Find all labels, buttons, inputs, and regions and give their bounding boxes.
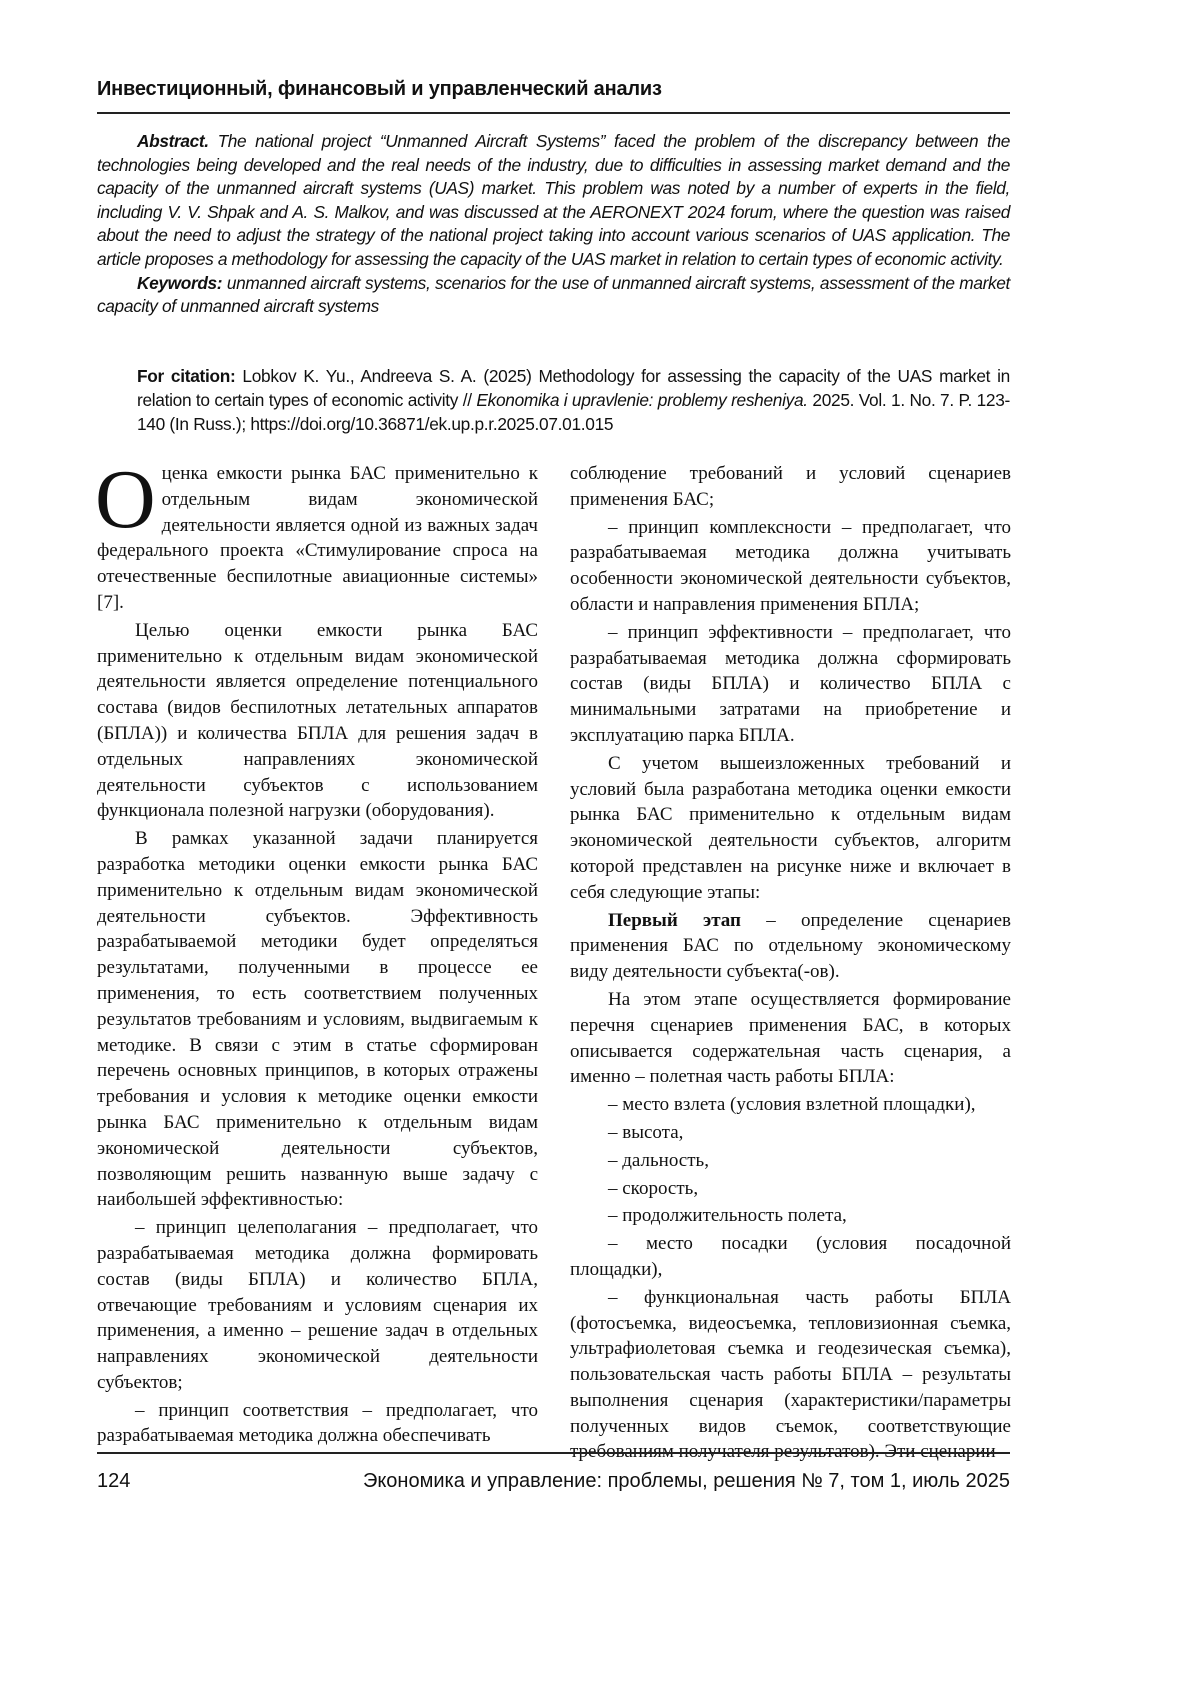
list-item: – место посадки (условия посадочной площадки),	[570, 1231, 1011, 1283]
paragraph: Первый этап – определение сценариев применения БАС по отдельному экономическому виду деятельности субъекта(-ов).	[570, 908, 1011, 985]
keywords-label: Keywords:	[137, 273, 222, 293]
section-title: Инвестиционный, финансовый и управленческий анализ	[97, 78, 1010, 101]
paragraph: – принцип целеполагания – предполагает, что разрабатываемая методика должна формировать состав (виды БПЛА) и количество БПЛА, отвечающие требованиям и условиям сценария их применения, а именно – решение задач в отдельных направлениях экономической деятельности субъектов;	[97, 1215, 538, 1396]
header-rule	[97, 112, 1010, 114]
page-footer	[97, 1470, 1010, 1493]
list-item: – продолжительность полета,	[570, 1203, 1011, 1229]
abstract-block	[97, 130, 1010, 319]
abstract-paragraph: Abstract. The national project “Unmanned Aircraft Systems” faced the problem of the discrepancy between the technologies being developed and the real needs of the industry, due to difficulties in assessing market demand and the capacity of the unmanned aircraft systems (UAS) market. This problem was noted by a number of experts in the field, including V. V. Shpak and A. S. Malkov, and was discussed at the AERONEXT 2024 forum, where the question was raised about the need to adjust the strategy of the national project taking into account various scenarios of UAS application. The article proposes a methodology for assessing the capacity of the UAS market in relation to certain types of economic activity.	[97, 130, 1010, 272]
intro-paragraph: О ценка емкости рынка БАС применительно к отдельным видам экономической деятельности является одной из важных задач федерального проекта «Стимулирование спроса на отечественные беспилотные авиационные системы» [7].	[97, 461, 538, 616]
paragraph: На этом этапе осуществляется формирование перечня сценариев применения БАС, в которых описывается содержательная часть сценария, а именно – полетная часть работы БПЛА:	[570, 987, 1011, 1090]
paragraph: – принцип эффективности – предполагает, что разрабатываемая методика должна сформировать состав (виды БПЛА) и количество БПЛА с минимальными затратами на приобретение и эксплуатацию парка БПЛА.	[570, 620, 1011, 749]
stage-label: Первый этап	[608, 910, 741, 931]
page-number: 124	[97, 1470, 130, 1493]
footer-rule	[97, 1452, 1010, 1454]
right-column	[570, 461, 1011, 1467]
paragraph: Целью оценки емкости рынка БАС применительно к отдельным видам экономической деятельности является определение потенциального состава (видов беспилотных летательных аппаратов (БПЛА)) и количества БПЛА для решения задач в отдельных направлениях экономической деятельности субъектов с использованием функционала полезной нагрузки (оборудования).	[97, 618, 538, 824]
list-item: – место взлета (условия взлетной площадки),	[570, 1092, 1011, 1118]
list-item: – высота,	[570, 1120, 1011, 1146]
left-column	[97, 461, 538, 1451]
paragraph: – функциональная часть работы БПЛА (фотосъемка, видеосъемка, тепловизионная съемка, ультрафиолетовая съемка и геодезическая съемка), пользовательская часть работы БПЛА – результаты выполнения сценария (характеристики/параметры полученных видов съемок, соответствующие	[570, 1285, 1011, 1466]
journal-info: Экономика и управление: проблемы, решения № 7, том 1, июль 2025	[363, 1470, 1010, 1493]
list-item: – дальность,	[570, 1148, 1011, 1174]
citation-label: For citation:	[137, 366, 235, 386]
citation-block: For citation: Lobkov K. Yu., Andreeva S. A. (2025) Methodology for assessing the capacity of the UAS market in relation to certain types of economic activity // Ekonomika i upravlenie: problemy resheniya. 2025. Vol. 1. No. 7. P. 123-140 (In Russ.); https://doi.org/10.36871/ek.up.p.r.2025.07.01.015	[137, 364, 1010, 436]
abstract-label: Abstract.	[137, 131, 209, 151]
paragraph: В рамках указанной задачи планируется разработка методики оценки емкости рынка БАС применительно к отдельным видам экономической деятельности субъектов. Эффективность разрабатываемой методики будет определяться результатами, полученными в процессе ее применения, то есть соответствием полученных результатов требованиям и условиям, выдвигаемым к методике. В связи с этим в статье сформирован перечень основных принципов, в которых отражены требования и условия к методике оценки емкости рынка БАС применительно к отдельным видам экономической деятельности субъектов, позволяющим решить названную выше задачу с наибольшей эффективностью:	[97, 826, 538, 1213]
paragraph: – принцип комплексности – предполагает, что разрабатываемая методика должна учитывать особенности экономической деятельности субъектов, области и направления применения БПЛА;	[570, 515, 1011, 618]
citation-journal: Ekonomika i upravlenie: problemy resheniya.	[476, 390, 807, 410]
paragraph: С учетом вышеизложенных требований и условий была разработана методика оценки емкости рынка БАС применительно к отдельным видам экономической деятельности субъектов, алгоритм которой представлен на рисунке ниже и включает в себя следующие этапы:	[570, 751, 1011, 906]
paragraph: соблюдение требований и условий сценариев применения БАС;	[570, 461, 1011, 513]
list-item: – скорость,	[570, 1176, 1011, 1202]
keywords-paragraph: Keywords: unmanned aircraft systems, scenarios for the use of unmanned aircraft systems, assessment of the market capacity of unmanned aircraft systems	[97, 272, 1010, 319]
drop-cap: О	[95, 467, 156, 533]
paragraph: – принцип соответствия – предполагает, что разрабатываемая методика должна обеспечивать	[97, 1398, 538, 1450]
